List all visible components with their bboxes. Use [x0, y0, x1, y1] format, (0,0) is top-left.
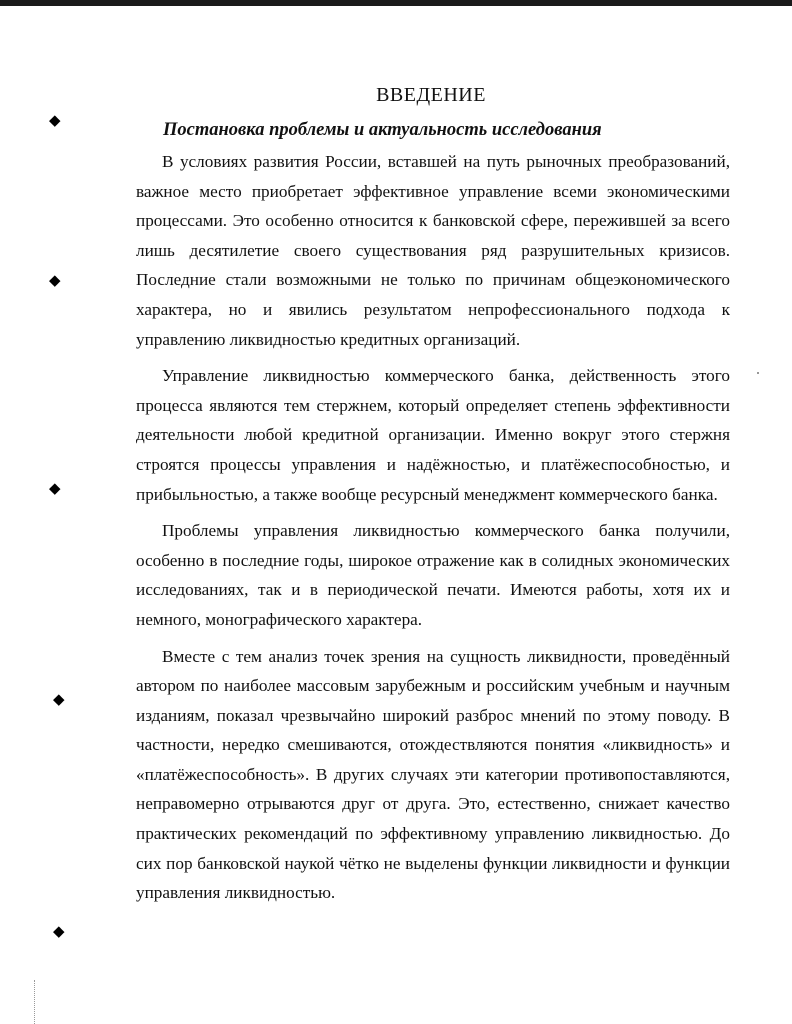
- paragraph: В условиях развития России, вставшей на путь рыночных преобразований, важное место приобретает эффективное управление всеми экономическими процессами. Это особенно относится к банковской сфере, пережившей за всего лишь десятилетие своего существования ряд разрушительных кризисов. Последние стали возможными не только по причинам общеэкономического характера, но и явились результатом непрофессионального подхода к управлению ликвидностью кредитных организаций.: [136, 152, 730, 349]
- scan-speck: [757, 372, 759, 374]
- scan-edge-left: [34, 980, 36, 1024]
- scan-edge-top: [0, 0, 792, 6]
- body-text: [136, 147, 730, 915]
- paragraph: Проблемы управления ликвидностью коммерческого банка получили, особенно в последние годы, широкое отражение как в солидных экономических исследованиях, так и в периодической печати. Имеются работы, хотя их и немного, монографического характера.: [136, 521, 730, 629]
- section-heading: Постановка проблемы и актуальность исследования: [163, 120, 602, 140]
- paragraph: Управление ликвидностью коммерческого банка, действенность этого процесса являются тем стержнем, который определяет степень эффективности деятельности любой кредитной организации. Именно вокруг этого стержня строятся процессы управления и надёжностью, и платёжеспособностью, и прибыльностью, а также вообще ресурсный менеджмент коммерческого банка.: [136, 366, 730, 504]
- paragraph: Вместе с тем анализ точек зрения на сущность ликвидности, проведённый автором по наиболее массовым зарубежным и российским учебным и научным изданиям, показал чрезвычайно широкий разброс мнений по этому поводу. В частности, нередко смешиваются, отождествляются понятия «ликвидность» и «платёжеспособность». В других случаях эти категории противопоставляются, неправомерно отрываются друг от друга. Это, естественно, снижает качество практических рекомендаций по эффективному управлению ликвидностью. До сих пор банковской наукой чётко не выделены функции ликвидности и функции управления ликвидностью.: [136, 646, 730, 903]
- binder-hole-icon: ◆: [49, 111, 61, 129]
- binder-hole-icon: ◆: [49, 479, 61, 497]
- binder-hole-icon: ◆: [49, 271, 61, 289]
- binder-hole-icon: ◆: [53, 922, 65, 940]
- page-title: ВВЕДЕНИЕ: [376, 84, 486, 106]
- binder-hole-icon: ◆: [53, 690, 65, 708]
